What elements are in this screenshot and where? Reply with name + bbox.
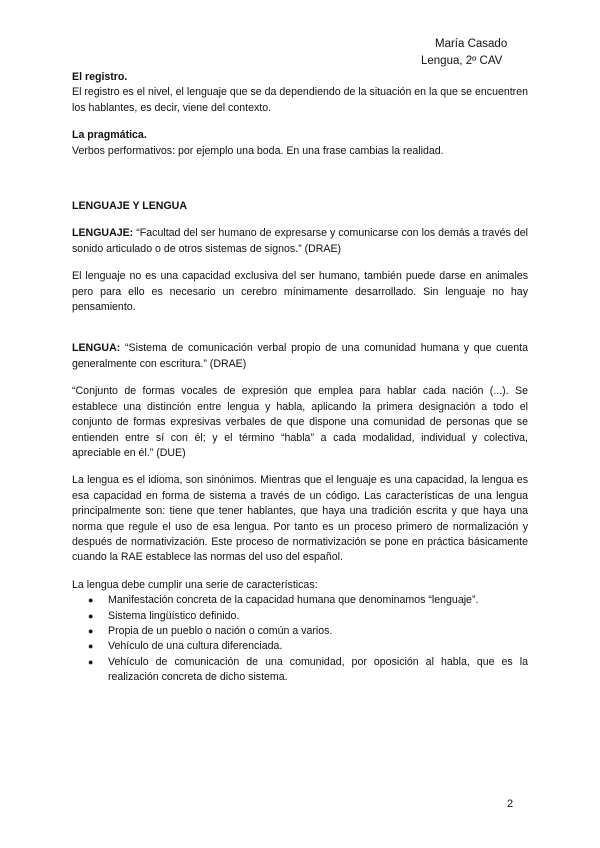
list-item: ● Manifestación concreta de la capacidad humana que denominamos “lenguaje”. (72, 593, 528, 608)
section-title: LENGUAJE Y LENGUA (72, 200, 187, 213)
bullet-icon: ● (88, 595, 94, 606)
lenguaje-term: LENGUAJE: (72, 227, 134, 240)
author-name: María Casado (435, 38, 508, 50)
lengua-definition (72, 341, 528, 372)
list-item: ● Vehículo de comunicación de una comunidad, por oposición al habla, que es la realización concreta de dicho sistema. (88, 655, 528, 684)
lenguaje-paragraph: El lenguaje no es una capacidad exclusiva del ser humano, también puede darse en animales pero para ello es necesario un cerebro mínimamente desarrollado. Sin lenguaje no hay pensamiento. (72, 270, 528, 314)
bullet-icon: ● (88, 656, 94, 667)
lenguaje-definition (72, 226, 528, 257)
lengua-term: LENGUA: (72, 342, 121, 355)
bullet-icon: ● (88, 641, 94, 652)
characteristics-list (72, 593, 528, 685)
page-header (421, 36, 507, 70)
list-item: ● Sistema lingüístico definido. (72, 609, 528, 624)
registro-heading: El registro. (72, 71, 128, 83)
pragmatica-text: Verbos performativos: por ejemplo una boda. En una frase cambias la realidad. (72, 144, 444, 157)
document-body (72, 70, 528, 686)
registro-text: El registro es el nivel, el lenguaje que se da dependiendo de la situación en la que se encuentren los hablantes, es decir, viene del contexto. (72, 86, 528, 114)
bullet-icon: ● (88, 610, 94, 621)
bullet-icon: ● (88, 625, 94, 636)
list-item: ● Vehículo de una cultura diferenciada. (72, 639, 528, 654)
lengua-definition-text: “Sistema de comunicación verbal propio de una comunidad humana y que cuenta generalmente con escritura.” (DRAE) (72, 342, 528, 370)
characteristics-intro: La lengua debe cumplir una serie de características: (72, 578, 318, 591)
course-name: Lengua, 2º CAV (421, 55, 503, 67)
pragmatica-heading: La pragmática. (72, 129, 147, 142)
lengua-paragraph: La lengua es el idioma, son sinónimos. Mientras que el lenguaje es una capacidad, la lengua es esa capacidad en forma de sistema a través de un código. Las características de una lengua principalmente son: tiene que tener hablantes, que haya una tradición escrita y que haya una norma que regule el uso de esa lengua. Por tanto es un proceso primero de normalización y después de normativización. Este proceso de normativización se pone en práctica básicamente cuando la RAE establece las normas del uso del español. (72, 474, 528, 564)
page-number: 2 (507, 798, 514, 810)
lenguaje-definition-text: “Facultad del ser humano de expresarse y comunicarse con los demás a través del sonido articulado o de otros sistemas de signos.” (DRAE) (72, 227, 528, 255)
lengua-due-quote: “Conjunto de formas vocales de expresión que emplea para hablar cada nación (...). Se establece una distinción entre lengua y habla, aplicando la primera designación a todo el conjunto de formas expresivas verbales de que dispone una comunidad de personas que se entienden entre sí con él; y el término “habla” a cada modalidad, individual y colectiva, apreciable en él.” (DUE) (72, 385, 528, 459)
list-item: ● Propia de un pueblo o nación o común a varios. (72, 624, 528, 639)
